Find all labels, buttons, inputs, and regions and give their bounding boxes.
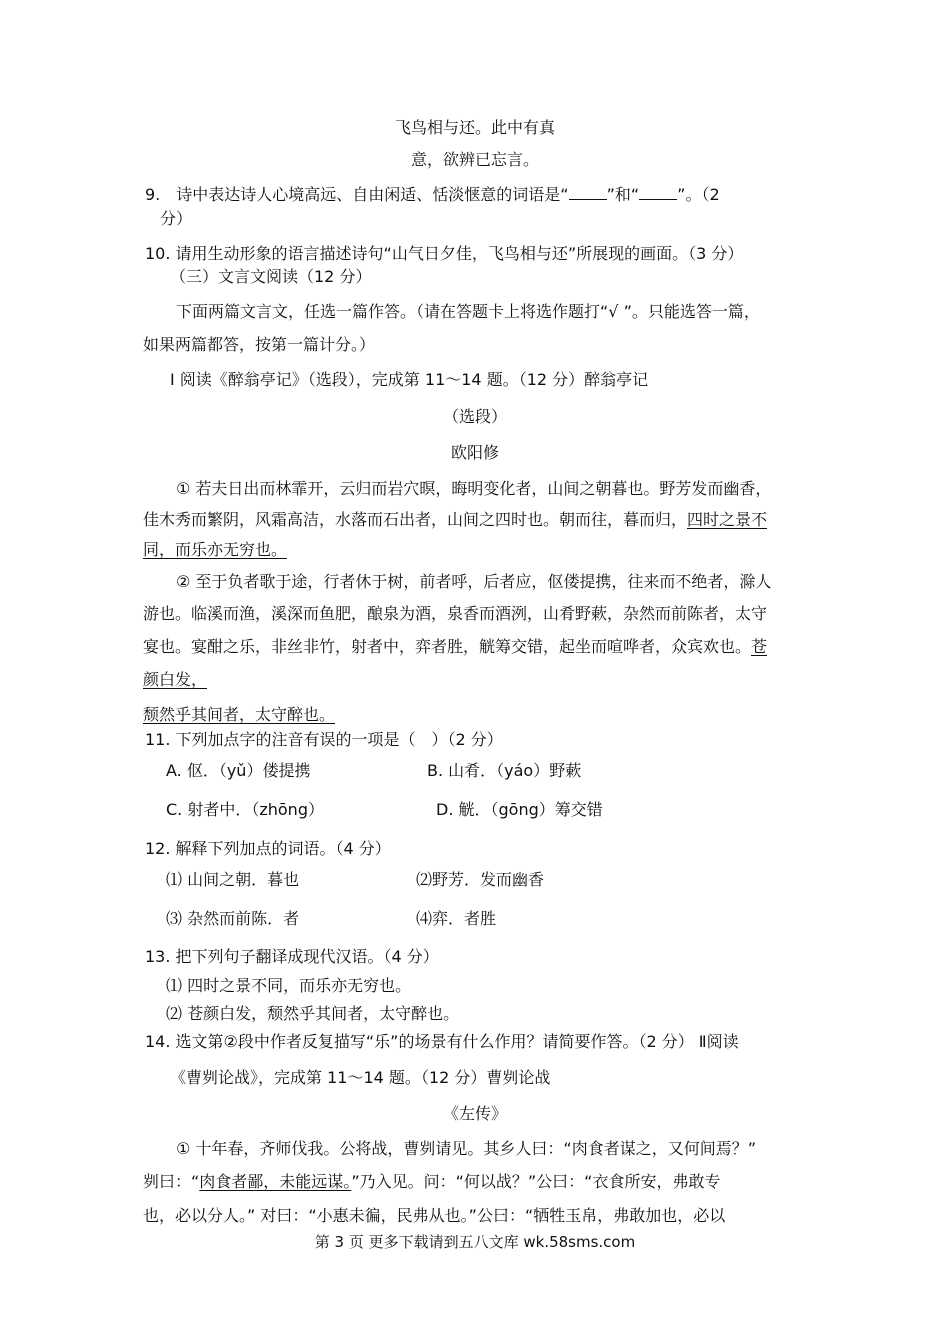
reading-2-intro: 《曹刿论战》，完成第 11～14 题。（12 分）曹刿论战 <box>170 1068 551 1087</box>
instructions-line-2: 如果两篇都答，按第一篇计分。） <box>143 335 376 354</box>
question-11-option-a: A. 伛．（yǔ）偻提携 <box>166 761 311 780</box>
passage-2-line-2 <box>143 1171 720 1193</box>
answer-blank-2 <box>639 185 677 200</box>
underlined-sentence-cont: 颜白发， <box>143 670 208 689</box>
poem-line-2: 意，欲辨已忘言。 <box>410 150 539 169</box>
passage-1-para-2-line-4 <box>143 669 207 691</box>
passage-1-para-2-line-3 <box>143 636 767 658</box>
question-12-item-1: ⑴ 山间之朝．暮也 <box>166 870 300 889</box>
passage-1-text: 宴也。宴酣之乐，非丝非竹，射者中，弈者胜，觥筹交错，起坐而喧哗者，众宾欢也。 <box>143 637 752 656</box>
question-12: 12. 解释下列加点的词语。（4 分） <box>145 839 391 858</box>
underlined-sentence: 四时之景不 <box>687 510 768 529</box>
passage-1-para-2-line-2: 游也。临溪而渔，溪深而鱼肥，酿泉为酒，泉香而酒洌，山肴野蔌，杂然而前陈者，太守 <box>143 604 768 623</box>
reading-1-author: 欧阳修 <box>450 443 499 462</box>
section-heading-classical: （三）文言文阅读（12 分） <box>170 267 372 286</box>
passage-2-text: ”乃入见。问：“何以战？”公曰：“衣食所安，弗敢专 <box>351 1172 721 1191</box>
underlined-sentence: 苍 <box>751 637 768 656</box>
passage-2-line-1: ① 十年春，齐师伐我。公将战，曹刿请见。其乡人曰：“肉食者谋之，又何间焉？” <box>176 1139 757 1158</box>
passage-2-text: 刿曰：“ <box>143 1172 200 1191</box>
question-9-text-b: ”和“ <box>606 185 640 204</box>
passage-1-text: 佳木秀而繁阴，风霜高洁，水落而石出者，山间之四时也。朝而往，暮而归， <box>143 510 688 529</box>
reading-1-subtitle: （选段） <box>442 407 507 426</box>
passage-1-para-1-line-3 <box>143 539 287 561</box>
question-12-item-4: ⑷弈．者胜 <box>416 909 497 928</box>
question-11: 11. 下列加点字的注音有误的一项是（ ）（2 分） <box>145 730 503 749</box>
question-12-item-3: ⑶ 杂然而前陈．者 <box>166 909 300 928</box>
passage-1-para-1-line-1: ① 若夫日出而林霏开，云归而岩穴暝，晦明变化者，山间之朝暮也。野芳发而幽香， <box>176 479 772 498</box>
passage-1-para-2-line-1: ② 至于负者歌于途，行者休于树，前者呼，后者应，伛偻提携，往来而不绝者，滁人 <box>176 572 772 591</box>
question-9 <box>145 184 720 206</box>
question-9-text-c: ”。（2 <box>677 185 720 204</box>
question-12-item-2: ⑵野芳．发而幽香 <box>416 870 545 889</box>
question-11-option-d: D. 觥．（gōng）筹交错 <box>436 800 603 819</box>
reading-2-source: 《左传》 <box>442 1104 507 1123</box>
answer-blank-1 <box>569 185 607 200</box>
reading-1-intro: Ⅰ 阅读《醉翁亭记》（选段），完成第 11～14 题。（12 分）醉翁亭记 <box>170 370 649 389</box>
underlined-sentence-cont: 同，而乐亦无穷也。 <box>143 540 288 559</box>
question-11-option-c: C. 射者中．（zhōng） <box>166 800 324 819</box>
page-footer: 第 3 页 更多下载请到五八文库 wk.58sms.com <box>314 1233 636 1251</box>
passage-1-para-2-line-5 <box>143 704 335 726</box>
passage-2-line-3: 也，必以分人。” 对曰：“小惠未徧，民弗从也。”公曰：“牺牲玉帛，弗敢加也，必以 <box>143 1206 726 1225</box>
passage-1-para-1-line-2 <box>143 509 767 531</box>
question-9-text-a: 9. 诗中表达诗人心境高远、自由闲适、恬淡惬意的词语是“ <box>145 185 569 204</box>
question-11-option-b: B. 山肴．（yáo）野蔌 <box>427 761 582 780</box>
poem-line-1: 飞鸟相与还。此中有真 <box>394 118 555 137</box>
question-13-sentence-1: ⑴ 四时之景不同，而乐亦无穷也。 <box>166 976 412 995</box>
question-14: 14. 选文第②段中作者反复描写“乐”的场景有什么作用？请简要作答。（2 分） Ⅱ阅读 <box>145 1032 739 1051</box>
underlined-sentence: 肉食者鄙，未能远谋。 <box>199 1172 352 1191</box>
underlined-sentence-cont: 颓然乎其间者，太守醉也。 <box>143 705 336 724</box>
question-13: 13. 把下列句子翻译成现代汉语。（4 分） <box>145 947 439 966</box>
instructions-line-1: 下面两篇文言文，任选一篇作答。（请在答题卡上将选作题打“√ ”。只能选答一篇， <box>176 302 760 321</box>
question-9-line-2: 分） <box>160 209 193 228</box>
question-10: 10. 请用生动形象的语言描述诗句“山气日夕佳，飞鸟相与还”所展现的画面。（3 分） <box>145 244 744 263</box>
question-13-sentence-2: ⑵ 苍颜白发，颓然乎其间者，太守醉也。 <box>166 1004 460 1023</box>
